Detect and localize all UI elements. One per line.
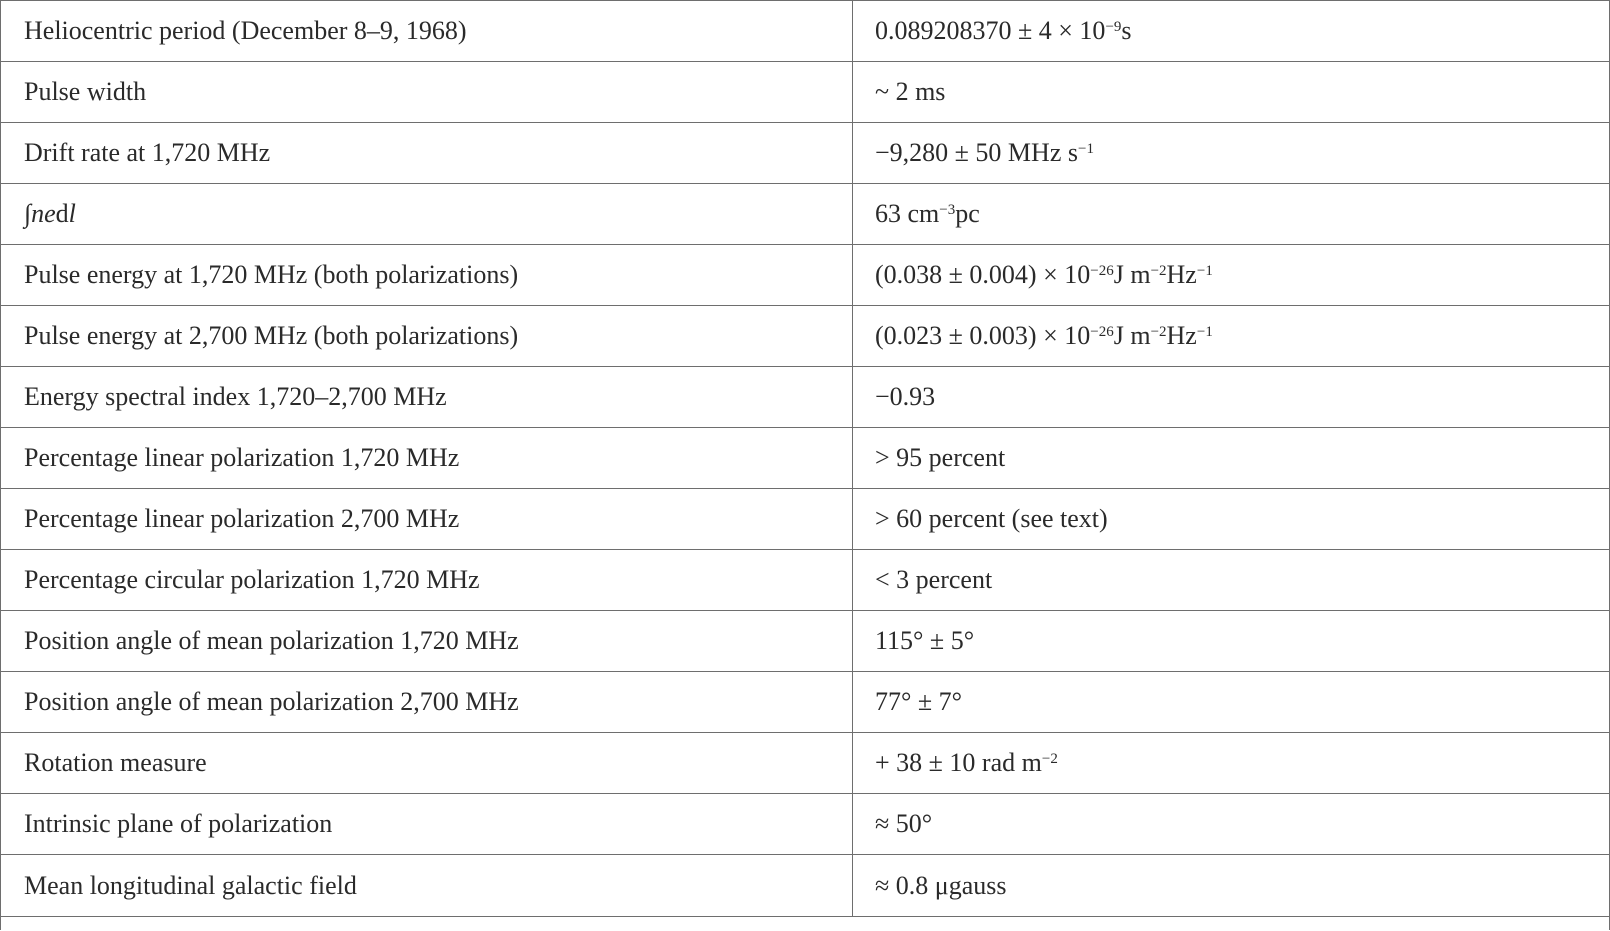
table-row <box>1 550 1609 611</box>
table-row <box>1 123 1609 184</box>
parameter-label: Intrinsic plane of polarization <box>1 794 853 854</box>
table-row <box>1 306 1609 367</box>
parameter-label: Percentage linear polarization 1,720 MHz <box>1 428 853 488</box>
parameter-value: 0.089208370 ± 4 × 10 $^{-9}$ s <box>875 16 1132 45</box>
table-row <box>1 794 1609 855</box>
parameter-label: Drift rate at 1,720 MHz <box>1 123 853 183</box>
parameter-value: ~ 2 ms <box>875 77 946 106</box>
parameter-label: Percentage linear polarization 2,700 MHz <box>1 489 853 549</box>
table-row <box>1 611 1609 672</box>
table-row <box>1 855 1609 917</box>
parameter-value: < 3 percent <box>875 565 993 594</box>
parameter-label: Mean longitudinal galactic field <box>1 855 853 916</box>
parameter-label: Rotation measure <box>1 733 853 793</box>
parameter-label: Heliocentric period (December 8–9, 1968) <box>1 1 853 61</box>
parameter-label: Pulse energy at 2,700 MHz (both polarizations) <box>1 306 853 366</box>
parameter-label: Energy spectral index 1,720–2,700 MHz <box>1 367 853 427</box>
table-row <box>1 672 1609 733</box>
parameter-value: 63 cm $^{-3}$ pc <box>875 199 980 228</box>
parameter-label: Pulse energy at 1,720 MHz (both polarizations) <box>1 245 853 305</box>
table-row <box>1 367 1609 428</box>
parameter-value: > 60 percent (see text) <box>875 504 1108 533</box>
table-row <box>1 62 1609 123</box>
parameter-value: 77° ± 7° <box>875 687 963 716</box>
parameter-value: (0.038 ± 0.004) × 10 $^{-26}$ J m $^{-2}$ Hz $^{-1}$ <box>875 260 1213 289</box>
parameter-value: > 95 percent <box>875 443 1006 472</box>
parameter-value: ≈ 50° <box>875 809 933 838</box>
table-row <box>1 245 1609 306</box>
parameter-value: −9,280 ± 50 MHz s $^{-1}$ <box>875 138 1094 167</box>
parameter-value: ≈ 0.8 μgauss <box>875 870 1007 900</box>
parameter-value: −0.93 <box>875 382 936 411</box>
parameter-label: Percentage circular polarization 1,720 MHz <box>1 550 853 610</box>
parameter-label: ∫ ne d l <box>1 184 853 244</box>
table-row <box>1 733 1609 794</box>
parameter-label: Position angle of mean polarization 2,700 MHz <box>1 672 853 732</box>
parameter-value: (0.023 ± 0.003) × 10 $^{-26}$ J m $^{-2}$ Hz $^{-1}$ <box>875 321 1213 350</box>
table-row <box>1 1 1609 62</box>
table-row <box>1 184 1609 245</box>
table-row <box>1 428 1609 489</box>
table-row <box>1 489 1609 550</box>
parameter-label: Pulse width <box>1 62 853 122</box>
parameter-value: + 38 ± 10 rad m $^{-2}$ <box>875 748 1058 777</box>
parameter-value: 115° ± 5° <box>875 626 975 655</box>
parameter-label: Position angle of mean polarization 1,720 MHz <box>1 611 853 671</box>
